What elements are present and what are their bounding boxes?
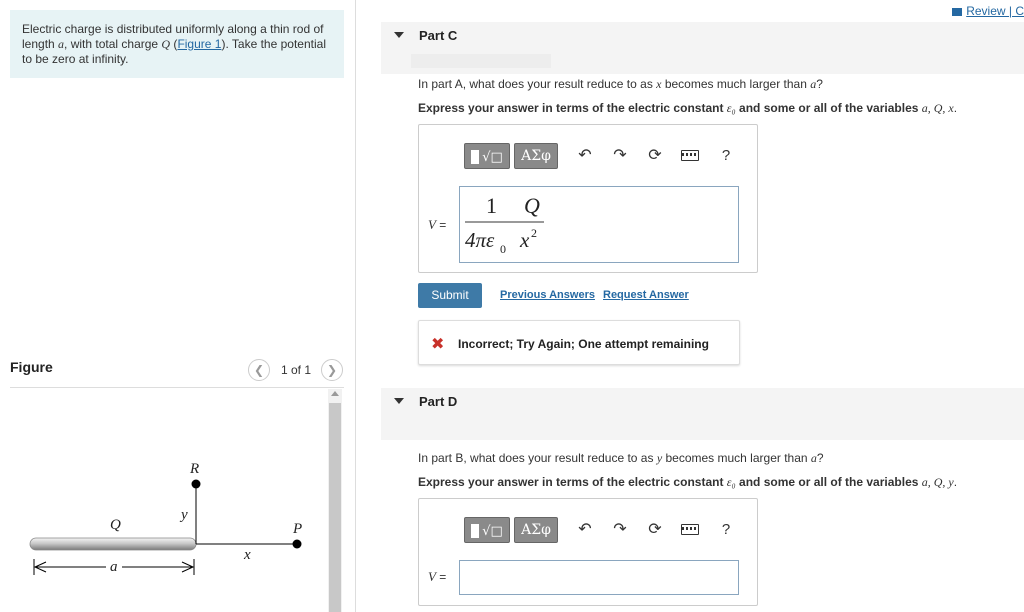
part-c-answer-input[interactable]	[459, 186, 739, 263]
templates-button[interactable]	[464, 517, 510, 543]
point-P	[293, 540, 302, 549]
part-c-math-toolbar	[464, 143, 734, 169]
label-P: P	[293, 521, 303, 537]
part-d-instructions: Express your answer in terms of the electric constant ε₀ and some or all of the variables a, Q, y.	[418, 475, 958, 489]
review-icon	[952, 8, 962, 16]
svg-text:Q: Q	[524, 193, 540, 218]
radical-icon: √□	[482, 150, 503, 165]
part-c-answer-box	[418, 124, 758, 273]
caret-down-icon[interactable]	[394, 398, 404, 404]
templates-button[interactable]	[464, 143, 510, 169]
figure-counter: 1 of 1	[281, 363, 312, 377]
label-a: a	[110, 559, 118, 575]
v-label: V =	[428, 569, 447, 584]
part-d-question: In part B, what does your result reduce to as y becomes much larger than a?	[418, 451, 824, 465]
figure-scrollbar[interactable]	[328, 389, 342, 612]
help-button[interactable]: ?	[721, 147, 731, 164]
v-label: V =	[428, 217, 447, 232]
figure-link[interactable]: Figure 1	[177, 37, 222, 51]
svg-text:x: x	[520, 228, 530, 252]
greek-symbols-button[interactable]: ΑΣφ	[514, 517, 558, 543]
figure-header	[10, 356, 344, 388]
label-Q: Q	[110, 517, 121, 533]
svg-text:4πε: 4πε	[465, 228, 495, 252]
keyboard-icon[interactable]	[677, 143, 703, 169]
redo-icon[interactable]: ↷	[613, 521, 627, 538]
chevron-right-icon: ❯	[326, 363, 338, 377]
left-panel	[0, 0, 356, 612]
figure-image	[10, 389, 328, 612]
part-d-math-toolbar	[464, 517, 734, 543]
part-c-question: In part A, what does your result reduce to as x becomes much larger than a?	[418, 77, 823, 91]
svg-text:0: 0	[500, 242, 506, 256]
figure-title: Figure	[10, 359, 53, 375]
caret-down-icon[interactable]	[394, 32, 404, 38]
label-R: R	[190, 461, 200, 477]
faded-hint	[411, 54, 551, 68]
submit-button[interactable]: Submit	[418, 283, 482, 308]
part-c-label: Part C	[419, 28, 458, 43]
point-R	[192, 480, 201, 489]
undo-icon[interactable]: ↶	[578, 147, 592, 164]
part-d-answer-input[interactable]	[459, 560, 739, 595]
part-c-instructions: Express your answer in terms of the electric constant ε₀ and some or all of the variables a, Q, x.	[418, 101, 958, 115]
part-c-header[interactable]	[381, 22, 1024, 74]
answer-expression	[460, 187, 740, 264]
radical-icon: √□	[482, 524, 503, 539]
error-x-icon: ✖	[431, 336, 445, 353]
feedback-text: Incorrect; Try Again; One attempt remaining	[458, 337, 709, 351]
var-Q: Q	[161, 37, 171, 51]
reset-icon[interactable]: ⟳	[648, 147, 662, 164]
scroll-thumb[interactable]	[329, 403, 341, 612]
part-d-label: Part D	[419, 394, 458, 409]
undo-icon[interactable]: ↶	[578, 521, 592, 538]
label-x: x	[244, 547, 251, 563]
svg-text:1: 1	[486, 193, 497, 218]
redo-icon[interactable]: ↷	[613, 147, 627, 164]
request-answer-link[interactable]: Request Answer	[603, 289, 689, 301]
keyboard-icon[interactable]	[677, 517, 703, 543]
review-link[interactable]: Review | C	[966, 4, 1024, 18]
part-d-answer-box	[418, 498, 758, 606]
rod-diagram	[10, 389, 328, 612]
var-a: a	[58, 37, 65, 51]
prev-figure-button[interactable]	[248, 359, 270, 381]
rod	[30, 538, 196, 550]
svg-text:2: 2	[531, 226, 537, 240]
scroll-up-icon[interactable]	[331, 391, 339, 396]
problem-statement: Electric charge is distributed uniformly along a thin rod of length a, with total charge Q (Figure 1). Take the potential to be zero at infinity.	[10, 10, 344, 78]
part-d-header[interactable]	[381, 388, 1024, 440]
review-link-group[interactable]	[952, 4, 1024, 18]
label-y: y	[181, 507, 188, 523]
reset-icon[interactable]: ⟳	[648, 521, 662, 538]
chevron-left-icon: ❮	[253, 363, 265, 377]
help-button[interactable]: ?	[721, 521, 731, 538]
feedback-box	[418, 320, 740, 365]
right-panel	[357, 0, 1024, 612]
previous-answers-link[interactable]: Previous Answers	[500, 289, 595, 301]
next-figure-button[interactable]	[321, 359, 343, 381]
greek-symbols-button[interactable]: ΑΣφ	[514, 143, 558, 169]
